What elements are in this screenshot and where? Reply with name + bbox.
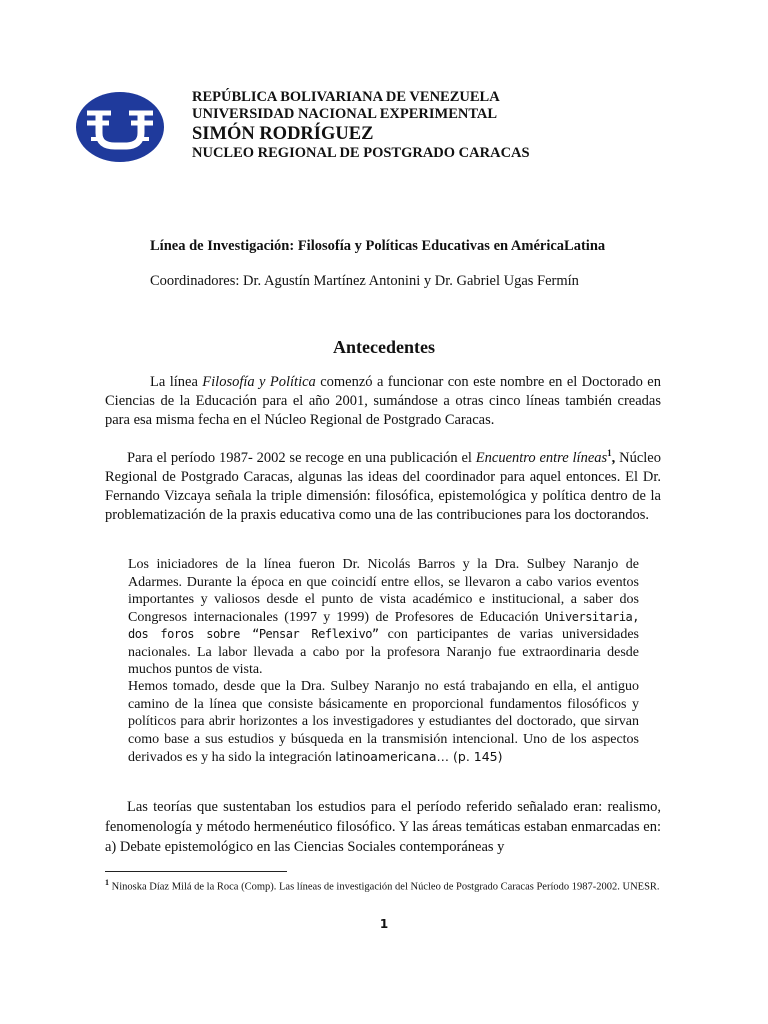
university-logo	[75, 91, 165, 163]
header-line-3: SIMÓN RODRÍGUEZ	[192, 124, 374, 144]
page-number: 1	[379, 917, 389, 931]
paragraph-3: Las teorías que sustentaban los estudios para el período referido señalado eran: realismo, fenomenología y método hermenéutico filosófico. Y las áreas temáticas estaban enmarcadas en: a) Debate epistemológico en las Ciencias Sociales contemporáneas y	[105, 799, 661, 855]
block-quote-1: Los iniciadores de la línea fueron Dr. Nicolás Barros y la Dra. Sulbey Naranjo de Adarmes. Durante la época en que coincidí entre ellos, se llevaron a cabo varios eventos importantes y valiosos desde el punto de vista académico e institucional, a saber dos Congresos internacionales (1997 y 1999) de Profesores de Educación Universitaria, dos foros sobre “Pensar Reflexivo” con participantes de varias universidades nacionales. La labor llevada a cabo por la profesora Naranjo fue extraordinaria desde muchos puntos de vista.	[128, 557, 639, 677]
header-line-1: REPÚBLICA BOLIVARIANA DE VENEZUELA	[192, 89, 500, 105]
section-title: Antecedentes	[333, 337, 435, 357]
research-line-title: Línea de Investigación: Filosofía y Políticas Educativas en AméricaLatina	[150, 238, 606, 254]
footnote: $^1$ Ninoska Díaz Milá de la Roca (Comp). Las líneas de investigación del Núcleo de Postgrado Caracas Período 1987-2002. UNESR.	[105, 878, 660, 893]
header-line-4: NUCLEO REGIONAL DE POSTGRADO CARACAS	[192, 145, 530, 161]
paragraph-2: Para el período 1987- 2002 se recoge en una publicación el Encuentro entre líneas$^1$, Núcleo Regional de Postgrado Caracas, algunas las ideas del coordinador para aquel entonces. El Dr. Fernando Vizcaya señala la triple dimensión: filosófica, epistemológica y política dentro de la problematización de la praxis educativa como una de las contribuciones para los doctorandos.	[105, 448, 661, 523]
paragraph-1: La línea Filosofía y Política comenzó a funcionar con este nombre en el Doctorado en Ciencias de la Educación para el año 2001, sumándose a otras cinco líneas también creadas para esa misma fecha en el Núcleo Regional de Postgrado Caracas.	[105, 374, 661, 428]
institution-header	[192, 89, 530, 162]
footnote-divider	[105, 871, 287, 872]
coordinators: Coordinadores: Dr. Agustín Martínez Antonini y Dr. Gabriel Ugas Fermín	[150, 273, 579, 289]
block-quote-2: Hemos tomado, desde que la Dra. Sulbey Naranjo no está trabajando en ella, el antiguo camino de la línea que consiste básicamente en proporcional fundamentos filosóficos y políticos para abrir horizontes a los investigadores y estudiantes del doctorado, que sirvan como base a sus estudios y búsqueda en la transmisión intencional. Uno de los aspectos derivados es y ha sido la integración latinoamericana… (p. 145)	[128, 679, 639, 765]
header-line-2: UNIVERSIDAD NACIONAL EXPERIMENTAL	[192, 106, 498, 122]
footnote-ref: 1	[607, 448, 612, 458]
